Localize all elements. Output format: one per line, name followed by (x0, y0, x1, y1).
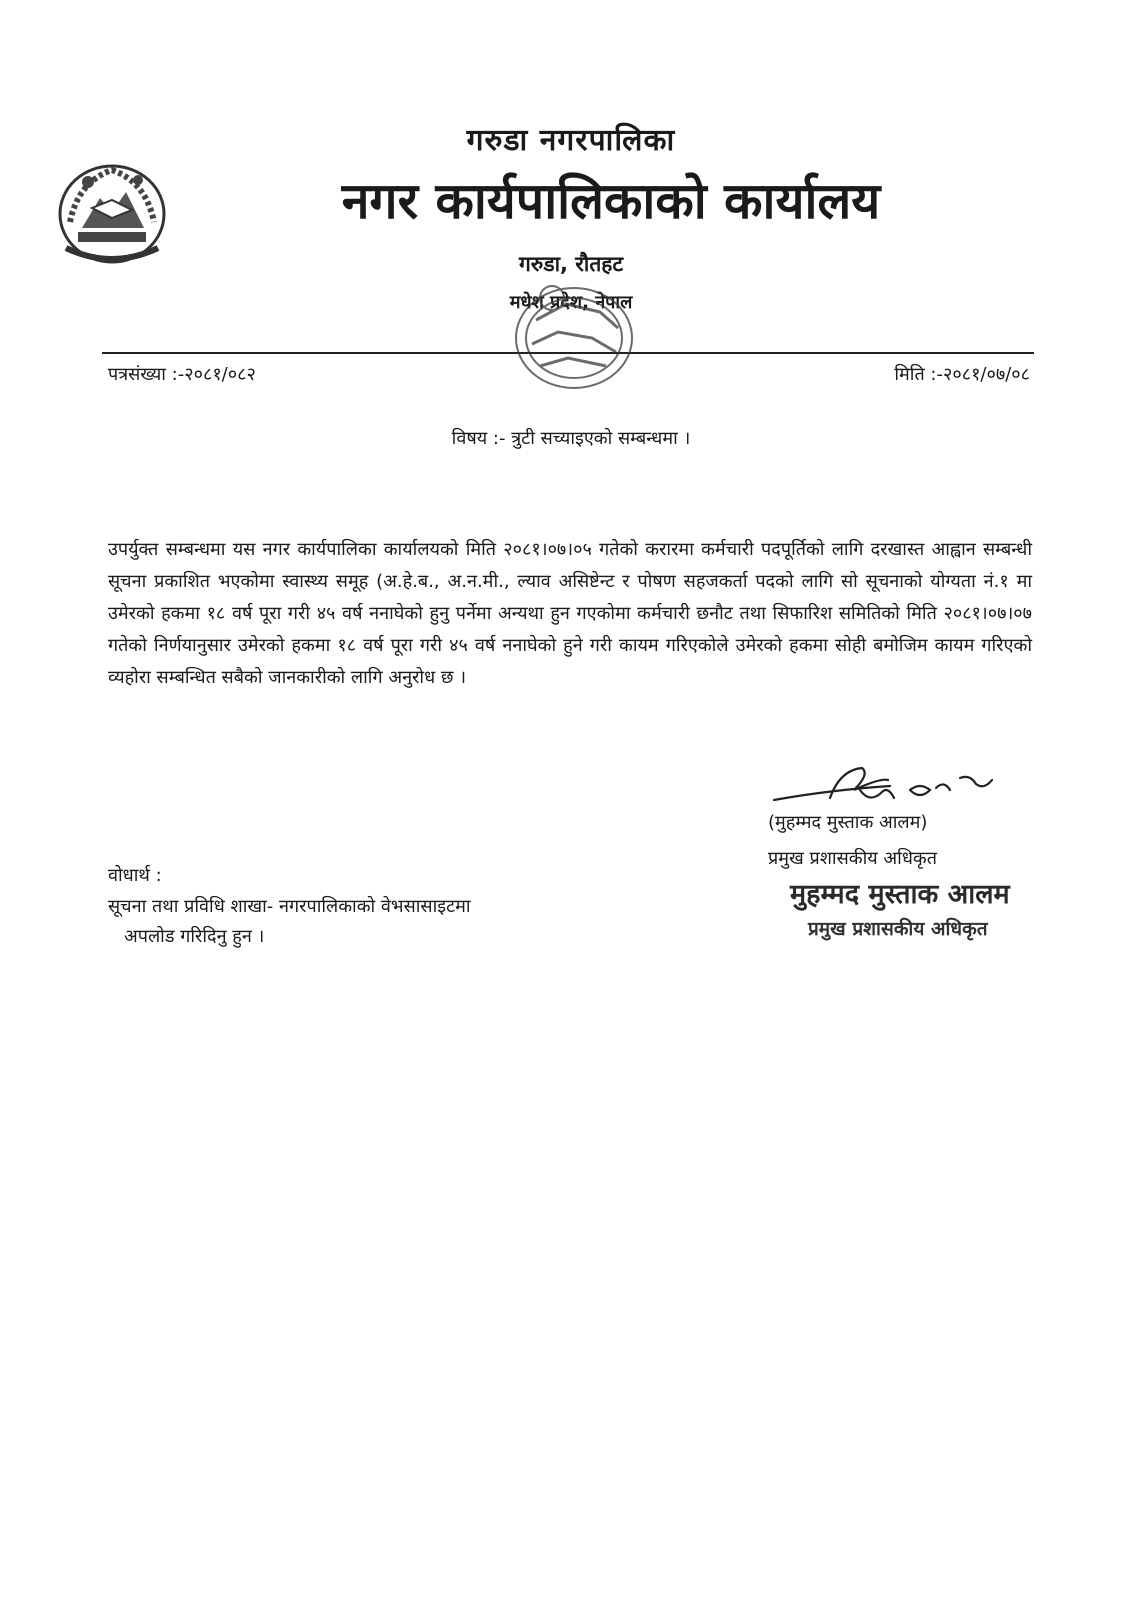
letter-date: मिति :-२०८१/०७/०८ (894, 364, 1030, 385)
signatory-name: (मुहम्मद मुस्ताक आलम) (768, 812, 928, 833)
cc-label: वोधार्थ : (108, 865, 162, 886)
signatory-title: प्रमुख प्रशासकीय अधिकृत (768, 848, 937, 869)
stamp-title: प्रमुख प्रशासकीय अधिकृत (808, 918, 988, 940)
cc-line-2: अपलोड गरिदिनु हुन । (124, 926, 265, 947)
subject-line: विषय :- त्रुटी सच्याइएको सम्बन्धमा । (451, 428, 691, 449)
cc-line-1: सूचना तथा प्रविधि शाखा- नगरपालिकाको वेभसासाइटमा (108, 896, 471, 917)
body-paragraph: उपर्युक्त सम्बन्धमा यस नगर कार्यपालिका कार्यालयको मिति २०८१।०७।०५ गतेको करारमा कर्मचारी पदपूर्तिको लागि दरखास्त आह्वान सम्बन्धी सूचना प्रकाशित भएकोमा स्वास्थ्य समूह (अ.हे.ब., अ.न.मी., ल्याव असिष्टेन्ट र पोषण सहजकर्ता पदको लागि सो सूचनाको योग्यता नं.१ मा उमेरको हकमा १८ वर्ष पूरा गरी ४५ वर्ष ननाघेको हुनु पर्नेमा अन्यथा हुन गएकोमा कर्मचारी छनौट तथा सिफारिश समितिको मिति २०८१।०७।०७ गतेको निर्णयानुसार उमेरको हकमा १८ वर्ष पूरा गरी ४५ वर्ष ननाघेको हुने गरी कायम गरिएकोले उमेरको हकमा सोही बमोजिम कायम गरिएको व्यहोरा सम्बन्धित सबैको जानकारीको लागि अनुरोध छ । (108, 539, 1032, 688)
stamp-name: मुहम्मद मुस्ताक आलम (790, 879, 1010, 910)
office-name: नगर कार्यपालिकाको कार्यालय (341, 172, 881, 230)
address-line-1: गरुडा, रौतहट (518, 252, 624, 276)
municipality-name: गरुडा नगरपालिका (466, 123, 676, 158)
address-line-2: मधेश प्रदेश, नेपाल (509, 292, 633, 313)
letter-number: पत्रसंख्या :-२०८१/०८२ (108, 364, 256, 385)
name-stamp (790, 874, 1030, 941)
cc-note (108, 892, 628, 952)
office-seal (496, 268, 646, 403)
